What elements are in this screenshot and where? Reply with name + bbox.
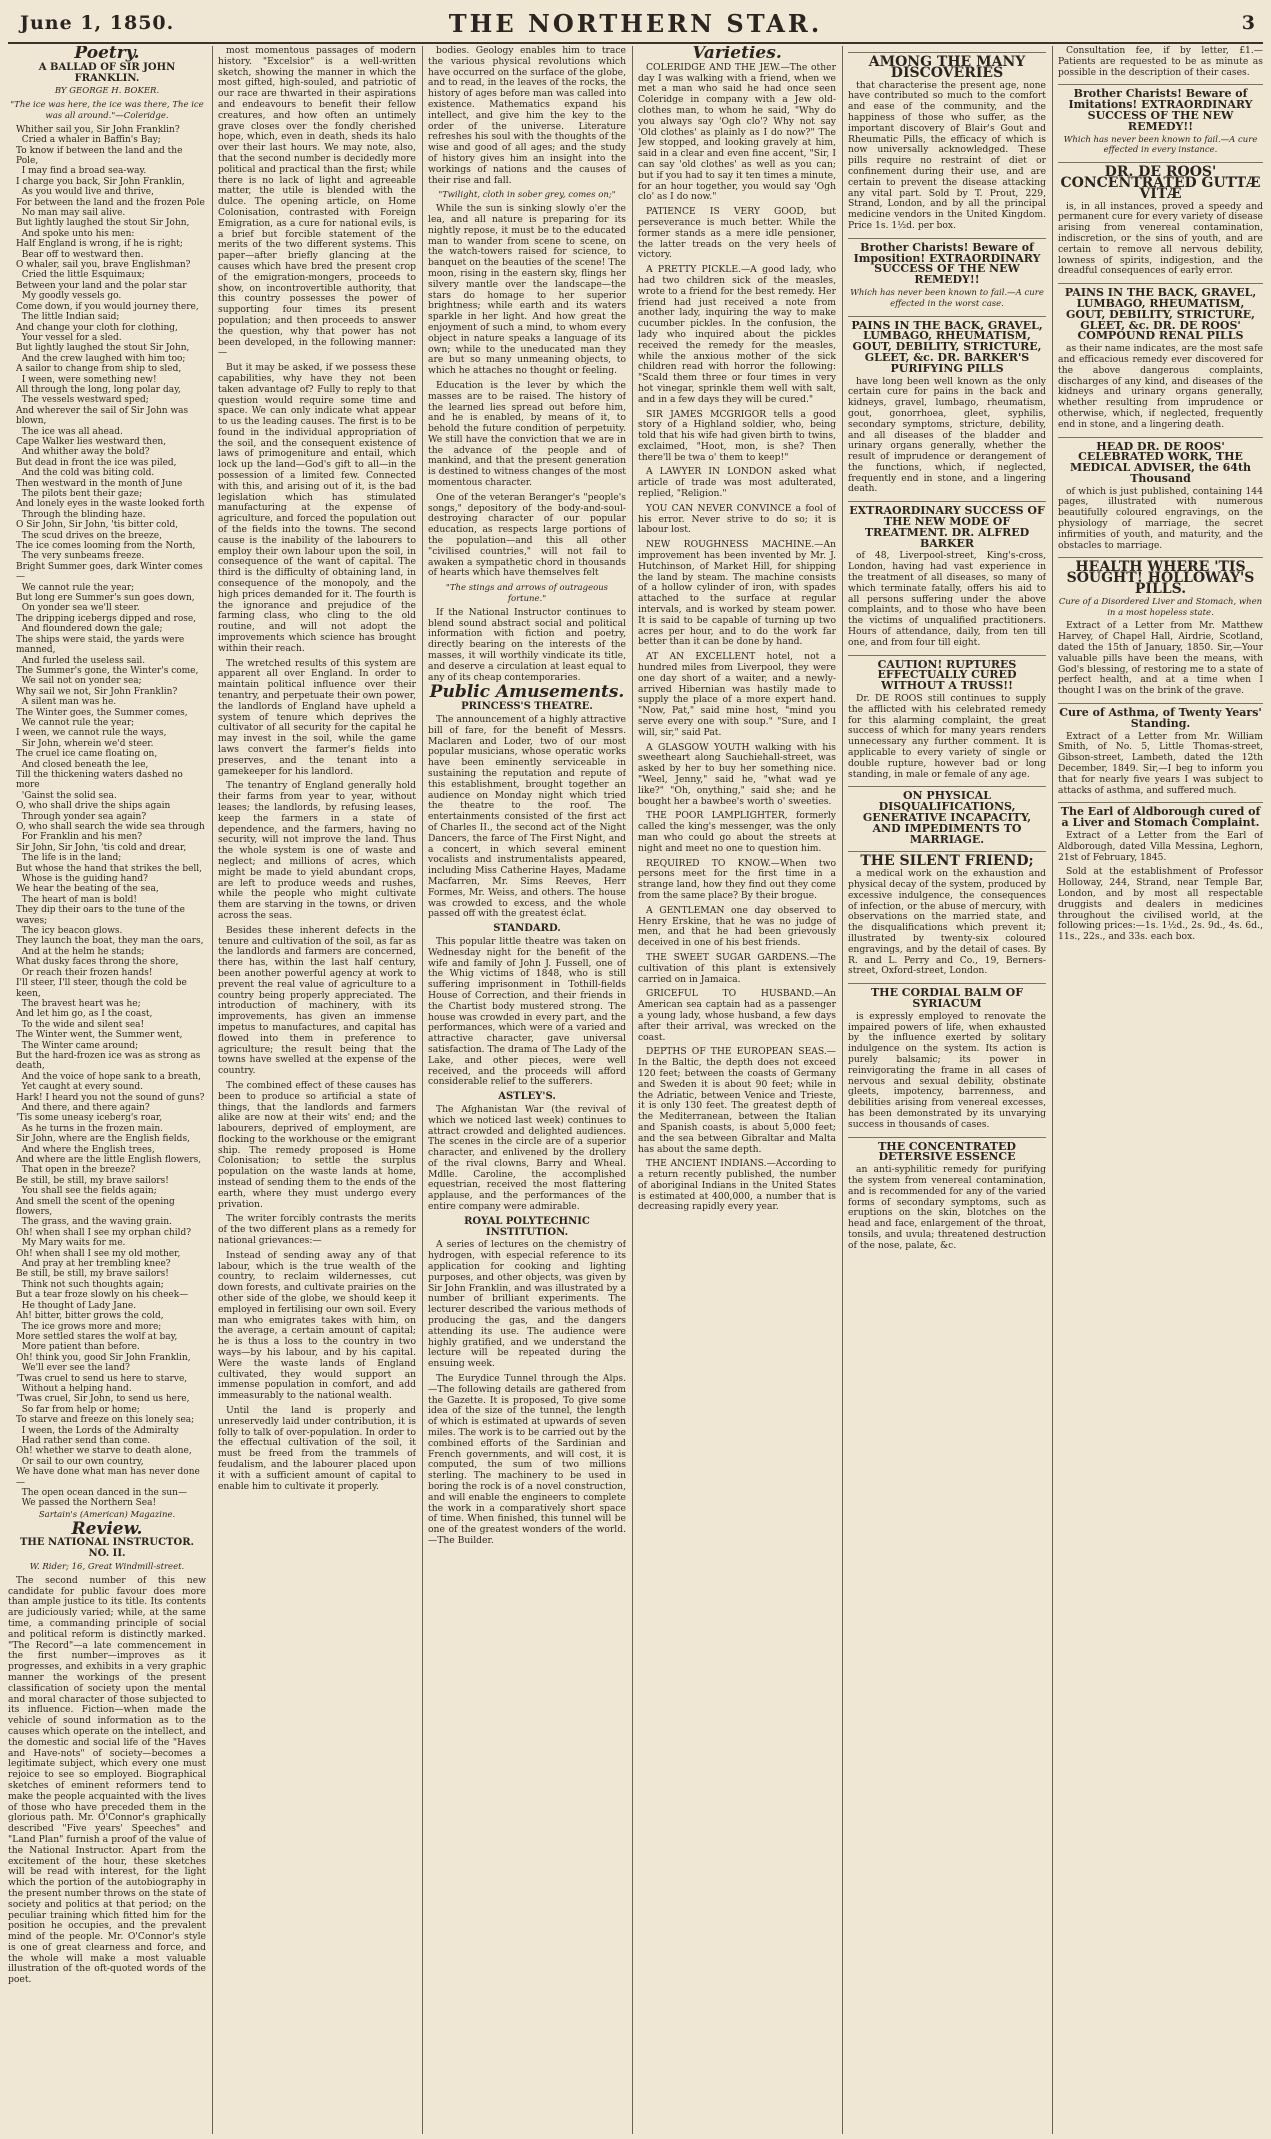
theatre-heading: STANDARD. — [493, 923, 561, 935]
advert-text: is, in all instances, proved a speedy and permanent cure for every variety of disease arising from venereal contamination, indiscretion, or the sins of youth, and are certain to remove all nervous debility, lowness of spirits, indigestion, and the dreadful consequences of early error. — [1058, 200, 1263, 277]
advert-text: Consultation fee, if by letter, £1.—Patients are requested to be as minute as possible in the description of their cases. — [1058, 46, 1263, 78]
advert-text: as their name indicates, are the most safe and efficacious remedy ever discovered for the above dangerous complaints, discharges of any kind, and diseases of the kidneys and urinary organs generally, whether resulting from imprudence or otherwise, which, if neglected, frequently end in stone, and a lingering death. — [1058, 343, 1263, 430]
review-section-title: Review. — [71, 1518, 143, 1539]
theatre-paragraph: This popular little theatre was taken on Wednesday night for the benefit of the wife and family of John J. Fussell, one of the Whig victims of 1848, who is still suffering imprisonment in Tothill-fields House of Correction, and their friends in the Chartist body mustered strong. The house was crowded in every part, and the performances, which were of a varied and attractive character, gave universal satisfaction. The drama of The Lady of the Lake, and other pieces, were well received, and the proceeds will afford considerable relief to the sufferers. — [428, 935, 626, 1088]
variety-item: PATIENCE IS VERY GOOD, but perseverance is much better. While the former stands as a mere idle pensioner, the latter treads on the very heels of victory. — [638, 206, 836, 261]
variety-item: A GLASGOW YOUTH walking with his sweetheart along Sauchiehall-street, was asked by her to buy her something nice. "Weel, Jenny," said he, "what wad ye like?" "Oh, onything," said she; and he bought her a bawbee's worth o' sweeties. — [638, 741, 836, 807]
advert-heading: HEALTH WHERE 'TIS SOUGHT! HOLLOWAY'S PILLS. — [1058, 557, 1263, 594]
advert-text: Extract of a Letter from Mr. William Smith, of No. 5, Little Thomas-street, Gibson-street, Lambeth, dated the 12th December, 1849. Sir,—I beg to inform you that for nearly five years I was subject to attacks of asthma, and suffered much. — [1058, 730, 1263, 796]
article-paragraph: The tenantry of England generally hold their farms from year to year, without leases; the landlords, by refusing leases, keep the farmers in a state of dependence, and the farmers, having no security, will not improve the land. Thus the whole system is one of waste and neglect; and millions of acres, which might be made to yield abundant crops, are left to produce weeds and rushes, while the people who might cultivate them are starving in the towns, or driven across the seas. — [218, 780, 416, 921]
theatre-paragraph: The Afghanistan War (the revival of which we noticed last week) continues to attract crowded and delighted audiences. The scenes in the circle are of a superior character, and enlivened by the drollery of the rival clowns, Barry and Wheal. Mdlle. Caroline, the accomplished equestrian, received the most flattering applause, and the performances of the entire company were admirable. — [428, 1103, 626, 1213]
advert-text: that characterise the present age, none have contributed so much to the comfort and ease of the community, and the happiness of those who suffer, as the important discovery of Blair's Gout and Rheumatic Pills, the efficacy of which is now universally acknowledged. These pills require no restraint of diet or confinement during their use, and are certain to prevent the disease attacking any vital part. Sold by T. Prout, 229, Strand, London, and by all the principal medicine vendors in the United Kingdom. Price 1s. 1½d. per box. — [848, 79, 1046, 231]
article-paragraph: bodies. Geology enables him to trace the various physical revolutions which have occurred on the surface of the globe, and to read, in the leaves of the rocks, the history of ages before man was called into existence. Mathematics expand his intellect, and give him the key to the order of the universe. Literature refreshes his soul with the thoughts of the wise and good of all ages; and the study of history gives him an insight into the workings of nations and the causes of their rise and fall. — [428, 46, 626, 186]
poem-byline: BY GEORGE H. BOKER. — [54, 86, 160, 97]
article-paragraph: Until the land is properly and unreservedly laid under contribution, it is folly to talk of over-population. In order to the effectual cultivation of the soil, it must be freed from the trammels of feudalism, and the labourer placed upon it with a sufficient amount of capital to enable him to cultivate it properly. — [218, 1405, 416, 1492]
variety-item: THE ANCIENT INDIANS.—According to a return recently published, the number of aboriginal Indians in the United States is estimated at 400,000, a number that is decreasing rapidly every year. — [638, 1158, 836, 1213]
column-rule — [212, 46, 213, 2134]
advert-text: have long been well known as the only certain cure for pains in the back and kidneys, gravel, lumbago, rheumatism, gout, gonorrhoea, gleet, syphilis, secondary symptoms, stricture, debility, and all diseases of the bladder and urinary organs generally, whether the result of imprudence or derangement of the functions, which, if neglected, frequently end in stone, and a lingering death. — [848, 375, 1046, 495]
column-rule — [422, 46, 423, 2134]
article-paragraph: The wretched results of this system are apparent all over England. In order to maintain political influence over their tenantry, and perpetuate their own power, the landlords of England have upheld a system of tenure which deprives the cultivator of all security for the capital he may invest in the soil, while the game laws convert the farmer's fields into preserves, and the tenant into a gamekeeper for his landlord. — [218, 657, 416, 777]
advert-heading: Brother Charists! Beware of Imposition! EXTRAORDINARY SUCCESS OF THE NEW REMEDY!! — [848, 238, 1046, 286]
variety-item: REQUIRED TO KNOW.—When two persons meet for the first time in a strange land, how they find out they come from the same place? By their brogue. — [638, 857, 836, 901]
variety-item: THE POOR LAMPLIGHTER, formerly called the king's messenger, was the only man who could go about the streets at night and meet no one to question him. — [638, 810, 836, 854]
poetry-section-title: Poetry. — [74, 46, 140, 63]
column-1 — [8, 46, 206, 2134]
article-paragraph: most momentous passages of modern history. "Excelsior" is a well-written sketch, showing the manner in which the most gifted, high-souled, and patriotic of our race are thwarted in their aspirations and endeavours to benefit their fellow creatures, and how often an untimely grave closes over the fondly cherished hope, which, even in death, sheds its halo over their last hours. We may note, also, that the second number is decidedly more political and practical than the first; while there is no lack of light and agreeable matter, the utile is blended with the dulce. The opening article, on Home Colonisation, contrasted with Foreign Emigration, as a cure for national evils, is a brief but forcible statement of the merits of the two different systems. This paper—after briefly glancing at the causes which have bred the present crop of the emigration-mongers, proceeds to show, on incontrovertible authority, that this country possesses the power of supporting four times its present population; and then proceeds to answer the question, why that power has not been developed, in the following manner:— — [218, 46, 416, 359]
theatre-heading: PRINCESS'S THEATRE. — [461, 701, 593, 713]
advert-text: of 48, Liverpool-street, King's-cross, London, having had vast experience in the treatment of all diseases, so many of which terminate fatally, offers his aid to all persons suffering under the above complaints, and to those who have been the victims of unqualified practitioners. Hours of attendance, daily, from ten till one, and from four till eight. — [848, 550, 1046, 648]
column-2 — [218, 46, 416, 2134]
article-paragraph: Instead of sending away any of that labour, which is the true wealth of the country, to reclaim wildernesses, cut down forests, and cultivate prairies on the other side of the globe, we should keep it employed in fertilising our own soil. Every man who emigrates takes with him, on the average, a certain amount of capital; he is thus a loss to the country in two ways—by his labour, and by his capital. Were the waste lands of England cultivated, they would support an immense population in comfort, and add immeasurably to the national wealth. — [218, 1249, 416, 1402]
advert-subheading: Cure of a Disordered Liver and Stomach, when in a most hopeless state. — [1058, 596, 1263, 618]
variety-item: GRICEFUL TO HUSBAND.—An American sea captain had as a passenger a young lady, whose husband, a few days after their arrival, was wrecked on the coast. — [638, 988, 836, 1043]
column-rule — [1052, 46, 1053, 2134]
advert-text: of which is just published, containing 144 pages, illustrated with numerous beautifully coloured engravings, on the physiology of marriage, the secret infirmities of youth, and maturity, and the obstacles to marriage. — [1058, 485, 1263, 551]
article-paragraph: If the National Instructor continues to blend sound abstract social and political information with fiction and poetry, directly bearing on the interests of the masses, it will worthily vindicate its title, and deserve a circulation at least equal to any of its cheap contemporaries. — [428, 606, 626, 683]
poem-title: A BALLAD OF SIR JOHN FRANKLIN. — [38, 61, 176, 84]
article-paragraph: One of the veteran Beranger's "people's songs," depository of the body-and-soul-destroying character of our popular education, as respects large portions of the population—and this all other "civilised countries," will not fail to awaken a sympathetic chord in thousands of hearts which have themselves felt — [428, 491, 626, 579]
variety-item: COLERIDGE AND THE JEW.—The other day I was walking with a friend, when we met a man who said he had once seen Coleridge in company with a Jew old-clothes man, to whom he said, "Why do you always say 'Ogh clo'? Why not say 'Old clothes' as plainly as I do now?" The Jew stopped, and looking gravely at him, said in a clear and even fine accent, "Sir, I can say 'old clothes' as well as you can; but if you had to say it ten times a minute, for an hour together, you would say 'Ogh clo' as I do now." — [638, 61, 836, 203]
advert-heading: HEAD DR. DE ROOS' CELEBRATED WORK, THE MEDICAL ADVISER, the 64th Thousand — [1058, 437, 1263, 485]
advert-heading: PAINS IN THE BACK, GRAVEL, LUMBAGO, RHEUMATISM, GOUT, DEBILITY, STRICTURE, GLEET, &c. DR. BARKER'S PURIFYING PILLS — [848, 316, 1046, 375]
theatre-paragraph: A series of lectures on the chemistry of hydrogen, with especial reference to its application for cooking and lighting purposes, and other objects, was given by Sir John Franklin, and was illustrated by a number of brilliant experiments. The lecturer described the various methods of producing the gas, and the dangers attending its use. The audience were highly gratified, and we understand the lecture will be repeated during the ensuing week. — [428, 1239, 626, 1370]
article-paragraph: Besides these inherent defects in the tenure and cultivation of the soil, as far as the landlords and farmers are concerned, there has, within the last half century, been another powerful agency at work to prevent the real value of agriculture to a country being properly appreciated. The introduction of machinery, with its improvements, has given an immense impetus to manufactures, and capital has flowed into them in preference to agriculture; the result being that the towns have swelled at the expense of the country. — [218, 924, 416, 1077]
advert-heading: ON PHYSICAL DISQUALIFICATIONS, GENERATIVE INCAPACITY, AND IMPEDIMENTS TO MARRIAGE. — [848, 786, 1046, 845]
article-paragraph: Education is the lever by which the masses are to be raised. The history of the learned lies spread out before him, and he is enabled, by means of it, to behold the future condition of perpetuity. We still have the conviction that we are in the advance of the people and of mankind, and that the present generation is destined to witness changes of the most momentous character. — [428, 379, 626, 489]
review-text: The second number of this new candidate for public favour does more than ample justice to its title. Its contents are judiciously varied; while, at the same time, a commanding principle of social and political reform is distinctly marked. "The Record"—a late commencement in the first number—improves as it progresses, and exhibits in a very graphic manner the workings of the present classification of society upon the mental and moral character of those subjected to its influence. Fiction—when made the vehicle of sound information as to the causes which operate on the intellect, and the domestic and social life of the "Haves and Have-nots" of society—becomes a legitimate subject, which every one must rejoice to see so employed. Biographical sketches of eminent reformers tend to make the people acquainted with the lives of those who have preceded them in the glorious path. Mr. O'Connor's graphically described "Five years' Speeches" and "Land Plan" furnish a proof of the value of the National Instructor. Apart from the excitement of the hour, these sketches will be read with interest, for the light which the portion of the autobiography in the present number throws on the state of society and politics at that period; on the peculiar training which fitted him for the position he occupies, and the prevalent mind of the people. Mr. O'Connor's style is one of great clearness and force, and the whole will make a most valuable illustration of the oft-quoted words of the poet. — [8, 1574, 206, 1986]
advert-heading: Cure of Asthma, of Twenty Years' Standing. — [1058, 703, 1263, 730]
advert-text: Extract of a Letter from Mr. Matthew Harvey, of Chapel Hall, Airdrie, Scotland, dated the 15th of January, 1850. Sir,—Your valuable pills have been the means, with God's blessing, of restoring me to a state of perfect health, and at a time when I thought I was on the brink of the grave. — [1058, 620, 1263, 697]
advert-text: Dr. DE ROOS still continues to supply the afflicted with his celebrated remedy for this alarming complaint, the great success of which for many years renders unnecessary any further comment. It is applicable to every variety of single or double rupture, however bad or long standing, in male or female of any age. — [848, 693, 1046, 780]
variety-item: YOU CAN NEVER CONVINCE a fool of his error. Never strive to do so; it is labour lost. — [638, 502, 836, 536]
variety-item: THE SWEET SUGAR GARDENS.—The cultivation of this plant is extensively carried on in Jamaica. — [638, 951, 836, 985]
variety-item: A PRETTY PICKLE.—A good lady, who had two children sick of the measles, wrote to a friend for the best remedy. Her friend had just received a note from another lady, inquiring the way to make cucumber pickles. In the confusion, the lady who inquired about the pickles received the remedy for the measles, while the anxious mother of the sick children read with horror the following: "Scald them three or four times in very hot vinegar, sprinkle them well with salt, and in a few days they will be cured." — [638, 264, 836, 405]
column-4 — [638, 46, 836, 2134]
advert-heading: EXTRAORDINARY SUCCESS OF THE NEW MODE OF TREATMENT. DR. ALFRED BARKER — [848, 501, 1046, 549]
advert-heading: PAINS IN THE BACK, GRAVEL, LUMBAGO, RHEUMATISM, GOUT, DEBILITY, STRICTURE, GLEET, &c. DR. DE ROOS' COMPOUND RENAL PILLS — [1058, 283, 1263, 342]
poem-source: Sartain's (American) Magazine. — [38, 1509, 176, 1520]
issue-date: June 1, 1850. — [20, 12, 175, 34]
column-3 — [428, 46, 626, 2134]
advert-heading: Brother Charists! Beware of Imitations! EXTRAORDINARY SUCCESS OF THE NEW REMEDY!! — [1058, 84, 1263, 132]
advert-heading: AMONG THE MANY DISCOVERIES — [848, 52, 1046, 79]
column-rule — [632, 46, 633, 2134]
advert-heading: THE CORDIAL BALM OF SYRIACUM — [848, 983, 1046, 1010]
variety-item: DEPTHS OF THE EUROPEAN SEAS.—In the Baltic, the depth does not exceed 120 feet; between the coasts of Germany and Sweden it is about 90 feet; while in the Adriatic, between Venice and Trieste, it is only 130 feet. The greatest depth of the Mediterranean, between the Italian and Spanish coasts, is about 5,000 feet; and the sea between Gibraltar and Malta has about the same depth. — [638, 1046, 836, 1155]
article-paragraph: While the sun is sinking slowly o'er the lea, and all nature is preparing for its nightly repose, it must be to the educated man to wander from scene to scene, on the watch-towers raised for science, to banquet on the beauties of the scene! The moon, rising in the eastern sky, flings her silvery mantle over the landscape—the stars do homage to her superior brightness; while earth and its waters sparkle in her light. And how great the enjoyment of such a mind, to whom every object in nature speaks a language of its own; while to the uneducated man they are but so many unmeaning objects, to which he attaches no thought or feeling. — [428, 203, 626, 377]
variety-item: AT AN EXCELLENT hotel, not a hundred miles from Liverpool, they were one day short of a waiter, and a newly-arrived Hibernian was hastily made to supply the place of a more expert hand. "Now, Pat," said mine host, "mind you serve every one with soup." "Sure, and I will, sir," said Pat. — [638, 651, 836, 738]
column-rule — [842, 46, 843, 2134]
poem-epigraph: "The ice was here, the ice was there, The ice was all around."—Coleridge. — [10, 100, 204, 121]
variety-item: A GENTLEMAN one day observed to Henry Erskine, that he was no judge of men, and that he had been grievously deceived in one of his best friends. — [638, 904, 836, 949]
newspaper-title: THE NORTHERN STAR. — [448, 9, 823, 38]
advert-text: Extract of a Letter from the Earl of Aldborough, dated Villa Messina, Leghorn, 21st of February, 1845. — [1058, 830, 1263, 863]
article-paragraph: But it may be asked, if we possess these capabilities, why have they not been taken advantage of? Fully to reply to that question would require some time and space. We can only indicate what appear to us the leading causes. The first is to be found in the individual appropriation of the soil, and the consequent existence of laws of primogeniture and entail, which lock up the land—God's gift to all—in the possession of a limited few. Connected with this, and arising out of it, is the bad legislation which has stimulated manufacturing at the expense of agriculture, and forced the population out of the fields into the towns. The second cause is the inability of the labourers to employ their own labour upon the soil, in consequence of the want of capital. The third is the difficulty of obtaining land, in consequence of the monopoly, and the high prices demanded for it. The fourth is the ignorance and prejudice of the farming class, who cling to the old routine, and will not adopt the improvements which science has brought within their reach. — [218, 362, 416, 654]
column-5 — [848, 46, 1046, 2134]
page-number: 3 — [1241, 12, 1255, 34]
amusements-section-title: Public Amusements. — [429, 682, 625, 703]
advert-text: an anti-syphilitic remedy for purifying the system from venereal contamination, and is recommended for any of the varied forms of secondary symptoms, such as eruptions on the skin, blotches on the head and face, enlargement of the throat, tonsils, and uvula; threatened destruction of the nose, palate, &c. — [848, 1164, 1046, 1251]
quoted-verse: "Twilight, cloth in sober grey, comes on;" — [438, 190, 616, 201]
advert-heading: THE CONCENTRATED DETERSIVE ESSENCE — [848, 1137, 1046, 1164]
advert-subheading: Which has never been known to fail.—A cure effected in the worst case. — [850, 287, 1044, 309]
advert-heading: The Earl of Aldborough cured of a Liver and Stomach Complaint. — [1058, 802, 1263, 829]
advert-heading: THE SILENT FRIEND; — [848, 851, 1046, 867]
poem-text: Whither sail you, Sir John Franklin? Cried a whaler in Baffin's Bay; To know if between the land and the Pole, I may find a broad sea-way. I charge you back, Sir John Franklin, As you would live and thrive, For between the land and the frozen Pole No man may sail alive. But lightly laughed the stout Sir John, And spoke unto his men: Half England is wrong, if he is right; Bear off to westward then. O whaler, sail you, brave Englishman? Cried the little Esquimaux; Between your land and the polar star My goodly vessels go. Come down, if you would journey there, The little Indian said; And change your cloth for clothing, Your vessel for a sled. But lightly laughed the stout Sir John, And the crew laughed with him too; A sailor to change from ship to sled, I ween, were something new! All through the long, long polar day, The vessels westward sped; And wherever the sail of Sir John was blown, The ice was all ahead. Cape Walker lies westward then, And whither away the bold? But dead in front the ice was piled, And the cold was biting cold. Then westward in the month of June The pilots bent their gaze; And lonely eyes in the waste looked forth Through the blinding haze. O Sir John, Sir John, 'tis bitter cold, The scud drives on the breeze, The ice comes looming from the North, The very sunbeams freeze. Bright Summer goes, dark Winter comes— We cannot rule the year; But long ere Summer's sun goes down, On yonder sea we'll steer. The dripping icebergs dipped and rose, And floundered down the gale; The ships were staid, the yards were manned, And furled the useless sail. The Summer's gone, the Winter's come, We sail not on yonder sea; Why sail we not, Sir John Franklin? A silent man was he. The Winter goes, the Summer comes, We cannot rule the year; I ween, we cannot rule the ways, Sir John, wherein we'd steer. The cruel ice came floating on, And closed beneath the lee, Till the thickening waters dashed no more 'Gainst the solid sea. O, who shall drive the ships again Through yonder sea again? O, who shall search the wide sea through For Franklin and his men? Sir John, Sir John, 'tis cold and drear, The life is in the land; But whose the hand that strikes the bell, Whose is the guiding hand? We hear the beating of the sea, The heart of man is bold! They dip their oars to the tune of the waves; The icy beacon glows. They launch the boat, they man the oars, And at the helm he stands; What dusky faces throng the shore, Or reach their frozen hands! I'll steer, I'll steer, though the cold be keen, The bravest heart was he; And let him go, as I the coast, To the wide and silent sea! The Winter went, the Summer went, The Winter came around; But the hard-frozen ice was as strong as death, And the voice of hope sank to a breath, Yet caught at every sound. Hark! I heard you not the sound of guns? And there, and there again? 'Tis some uneasy iceberg's roar, As he turns in the frozen main. Sir John, where are the English fields, And where the English trees, And where are the little English flowers, That open in the breeze? Be still, be still, my brave sailors! You shall see the fields again; And smell the scent of the opening flowers, The grass, and the waving grain. Oh! when shall I see my orphan child? My Mary waits for me. Oh! when shall I see my old mother, And pray at her trembling knee? Be still, be still, my brave sailors! Think not such thoughts again; But a tear froze slowly on his cheek— He thought of Lady Jane. Ah! bitter, bitter grows the cold, The ice grows more and more; More settled stares the wolf at bay, More patient than before. Oh! think you, good Sir John Franklin, We'll ever see the land? 'Twas cruel to send us here to starve, Without a helping hand. 'Twas cruel, Sir John, to send us here, So far from help or home; To starve and freeze on this lonely sea; I ween, the Lords of the Admiralty Had rather send than come. Oh! whether we starve to death alone, Or sail to our own country, We have done what man has never done— The open ocean danced in the sun— We passed the Northern Sea! — [16, 124, 205, 1509]
quoted-line: "The stings and arrows of outrageous fortune." — [445, 583, 609, 605]
variety-item: NEW ROUGHNESS MACHINE.—An improvement has been invented by Mr. J. Hutchinson, of Market Hill, for shipping the land by steam. The machine consists of a hollow cylinder of iron, with spades attached to the surface at regular intervals, and is worked by steam power. It is said to be capable of turning up two acres per hour, and to do the work far better than it can be done by hand. — [638, 539, 836, 648]
column-6 — [1058, 46, 1263, 2134]
theatre-heading: ASTLEY'S. — [498, 1091, 556, 1103]
variety-item: SIR JAMES MCGRIGOR tells a good story of a Highland soldier, who, being told that his wife had given birth to twins, exclaimed, "Hoot, mon, is she? Then there'll be twa o' them to keep!" — [638, 408, 836, 463]
advert-text: Sold at the establishment of Professor Holloway, 244, Strand, near Temple Bar, London, and by most all respectable druggists and dealers in medicines throughout the civilised world, at the following prices:—1s. 1½d., 2s. 9d., 4s. 6d., 11s., 22s., and 33s. each box. — [1058, 866, 1263, 943]
masthead — [8, 6, 1263, 44]
review-publisher: W. Rider; 16, Great Windmill-street. — [29, 1562, 185, 1572]
article-paragraph: The combined effect of these causes has been to produce so artificial a state of things, that the landlords and farmers alike are now at their wits' end; and the labourers, deprived of employment, are flocking to the workhouse or the emigrant ship. The remedy proposed is Home Colonisation; to settle the surplus population on the waste lands at home, instead of sending them to the ends of the earth, where they must undergo every privation. — [218, 1079, 416, 1210]
advert-heading: CAUTION! RUPTURES EFFECTUALLY CURED WITHOUT A TRUSS!! — [848, 655, 1046, 692]
advert-text: is expressly employed to renovate the impaired powers of life, when exhausted by the influence exerted by solitary indulgence on the system. Its action is purely balsamic; its power in reinvigorating the frame in all cases of nervous and sexual debility, obstinate gleets, impotency, barrenness, and debilities arising from venereal excesses, has been demonstrated by its unvarying success in thousands of cases. — [848, 1010, 1046, 1130]
theatre-paragraph: The announcement of a highly attractive bill of fare, for the benefit of Messrs. Maclaren and Loder, two of our most popular musicians, whose operatic works have been eminently serviceable in sustaining the reputation and repute of this establishment, brought together an audience on Monday night which tried the theatre to the roof. The entertainments consisted of the first act of Charles II., the second act of the Night Dancers, the farce of The First Night, and a concert, in which several eminent vocalists and instrumentalists appeared, including Miss Catherine Hayes, Madame Macfarren, Mr. Sims Reeves, Herr Formes, Mr. Weiss, and others. The house was crowded to excess, and the whole passed off with the greatest éclat. — [428, 714, 626, 920]
theatre-paragraph: The Eurydice Tunnel through the Alps.—The following details are gathered from the Gazette. It is proposed, To give some idea of the size of the tunnel, the length of which is estimated at upwards of seven miles. The work is to be carried out by the combined efforts of the Sardinian and French governments, and will cost, it is computed, the sum of two millions sterling. The machinery to be used in boring the rock is of a novel construction, and will enable the engineers to complete the work in a comparatively short space of time. When finished, this tunnel will be one of the greatest wonders of the world.—The Builder. — [428, 1373, 626, 1546]
article-paragraph: The writer forcibly contrasts the merits of the two different plans as a remedy for national grievances:— — [218, 1213, 416, 1247]
advert-heading: DR. DE ROOS' CONCENTRATED GUTTÆ VITÆ — [1058, 162, 1263, 199]
variety-item: A LAWYER IN LONDON asked what article of trade was most adulterated, replied, "Religion." — [638, 466, 836, 500]
advert-text: a medical work on the exhaustion and physical decay of the system, produced by excessive indulgence, the consequences of infection, or the abuse of mercury, with observations on the married state, and the disqualifications which prevent it; illustrated by twenty-six coloured engravings, and by the detail of cases. By R. and L. Perry and Co., 19, Berners-street, Oxford-street, London. — [848, 868, 1046, 977]
advert-subheading: Which has never been known to fail.—A cure effected in every instance. — [1063, 134, 1258, 156]
theatre-heading: ROYAL POLYTECHNIC INSTITUTION. — [464, 1215, 590, 1238]
review-title: THE NATIONAL INSTRUCTOR. NO. II. — [19, 1537, 194, 1560]
columns — [8, 46, 1263, 2134]
varieties-section-title: Varieties. — [692, 46, 782, 63]
